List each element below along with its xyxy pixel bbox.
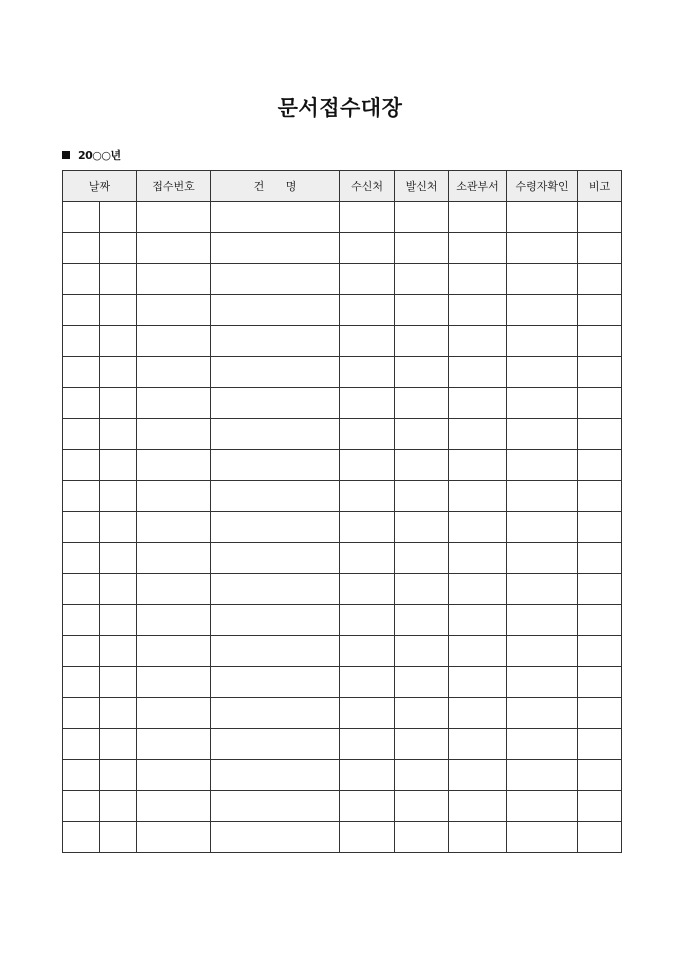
receipt-number-cell[interactable] <box>137 512 211 543</box>
receiver-confirm-cell[interactable] <box>507 729 578 760</box>
receiver-confirm-cell[interactable] <box>507 233 578 264</box>
month-cell[interactable] <box>63 481 100 512</box>
header-department: 소관부서 <box>449 171 507 202</box>
department-cell[interactable] <box>449 729 507 760</box>
receiver-confirm-cell[interactable] <box>507 512 578 543</box>
month-cell[interactable] <box>63 419 100 450</box>
remarks-cell[interactable] <box>578 512 622 543</box>
table-row <box>63 264 622 295</box>
sender-cell[interactable] <box>395 388 449 419</box>
receiver-confirm-cell[interactable] <box>507 264 578 295</box>
receiver-confirm-cell[interactable] <box>507 698 578 729</box>
department-cell[interactable] <box>449 450 507 481</box>
header-subject: 건 명 <box>211 171 340 202</box>
receipt-number-cell[interactable] <box>137 202 211 233</box>
remarks-cell[interactable] <box>578 605 622 636</box>
table-row <box>63 388 622 419</box>
table-row <box>63 450 622 481</box>
receipt-number-cell[interactable] <box>137 574 211 605</box>
remarks-cell[interactable] <box>578 760 622 791</box>
table-row <box>63 419 622 450</box>
recipient-cell[interactable] <box>340 481 395 512</box>
header-receiver-confirm: 수령자확인 <box>507 171 578 202</box>
remarks-cell[interactable] <box>578 450 622 481</box>
sender-cell[interactable] <box>395 202 449 233</box>
receipt-number-cell[interactable] <box>137 605 211 636</box>
table-row <box>63 512 622 543</box>
header-recipient: 수신처 <box>340 171 395 202</box>
day-cell[interactable] <box>100 822 137 853</box>
recipient-cell[interactable] <box>340 357 395 388</box>
remarks-cell[interactable] <box>578 388 622 419</box>
sender-cell[interactable] <box>395 481 449 512</box>
receipt-number-cell[interactable] <box>137 326 211 357</box>
department-cell[interactable] <box>449 512 507 543</box>
sender-cell[interactable] <box>395 822 449 853</box>
header-sender: 발신처 <box>395 171 449 202</box>
month-cell[interactable] <box>63 822 100 853</box>
year-line <box>62 147 121 163</box>
subject-cell[interactable] <box>211 636 340 667</box>
sender-cell[interactable] <box>395 233 449 264</box>
recipient-cell[interactable] <box>340 295 395 326</box>
day-cell[interactable] <box>100 543 137 574</box>
sender-cell[interactable] <box>395 357 449 388</box>
sender-cell[interactable] <box>395 326 449 357</box>
header-date: 날짜 <box>63 171 137 202</box>
recipient-cell[interactable] <box>340 543 395 574</box>
sender-cell[interactable] <box>395 605 449 636</box>
subject-cell[interactable] <box>211 791 340 822</box>
sender-cell[interactable] <box>395 295 449 326</box>
day-cell[interactable] <box>100 357 137 388</box>
recipient-cell[interactable] <box>340 574 395 605</box>
month-cell[interactable] <box>63 698 100 729</box>
day-cell[interactable] <box>100 605 137 636</box>
department-cell[interactable] <box>449 388 507 419</box>
recipient-cell[interactable] <box>340 667 395 698</box>
department-cell[interactable] <box>449 791 507 822</box>
page-title: 문서접수대장 <box>277 96 403 120</box>
month-cell[interactable] <box>63 233 100 264</box>
day-cell[interactable] <box>100 419 137 450</box>
recipient-cell[interactable] <box>340 326 395 357</box>
remarks-cell[interactable] <box>578 698 622 729</box>
day-cell[interactable] <box>100 326 137 357</box>
month-cell[interactable] <box>63 667 100 698</box>
sender-cell[interactable] <box>395 512 449 543</box>
subject-cell[interactable] <box>211 822 340 853</box>
remarks-cell[interactable] <box>578 326 622 357</box>
day-cell[interactable] <box>100 698 137 729</box>
subject-cell[interactable] <box>211 450 340 481</box>
day-cell[interactable] <box>100 202 137 233</box>
sender-cell[interactable] <box>395 667 449 698</box>
receipt-number-cell[interactable] <box>137 388 211 419</box>
table-row <box>63 667 622 698</box>
month-cell[interactable] <box>63 202 100 233</box>
receiver-confirm-cell[interactable] <box>507 667 578 698</box>
receiver-confirm-cell[interactable] <box>507 574 578 605</box>
remarks-cell[interactable] <box>578 481 622 512</box>
subject-cell[interactable] <box>211 698 340 729</box>
subject-cell[interactable] <box>211 388 340 419</box>
table-row <box>63 357 622 388</box>
table-row <box>63 636 622 667</box>
month-cell[interactable] <box>63 605 100 636</box>
department-cell[interactable] <box>449 419 507 450</box>
receiver-confirm-cell[interactable] <box>507 791 578 822</box>
sender-cell[interactable] <box>395 543 449 574</box>
subject-cell[interactable] <box>211 326 340 357</box>
remarks-cell[interactable] <box>578 822 622 853</box>
department-cell[interactable] <box>449 574 507 605</box>
subject-cell[interactable] <box>211 512 340 543</box>
subject-cell[interactable] <box>211 605 340 636</box>
day-cell[interactable] <box>100 791 137 822</box>
department-cell[interactable] <box>449 357 507 388</box>
recipient-cell[interactable] <box>340 450 395 481</box>
month-cell[interactable] <box>63 357 100 388</box>
remarks-cell[interactable] <box>578 419 622 450</box>
department-cell[interactable] <box>449 326 507 357</box>
table-row <box>63 698 622 729</box>
month-cell[interactable] <box>63 512 100 543</box>
subject-cell[interactable] <box>211 295 340 326</box>
department-cell[interactable] <box>449 543 507 574</box>
recipient-cell[interactable] <box>340 760 395 791</box>
receipt-number-cell[interactable] <box>137 233 211 264</box>
receipt-number-cell[interactable] <box>137 264 211 295</box>
month-cell[interactable] <box>63 388 100 419</box>
receiver-confirm-cell[interactable] <box>507 760 578 791</box>
month-cell[interactable] <box>63 543 100 574</box>
receipt-number-cell[interactable] <box>137 543 211 574</box>
remarks-cell[interactable] <box>578 636 622 667</box>
sender-cell[interactable] <box>395 760 449 791</box>
month-cell[interactable] <box>63 729 100 760</box>
month-cell[interactable] <box>63 574 100 605</box>
table-row <box>63 233 622 264</box>
recipient-cell[interactable] <box>340 233 395 264</box>
department-cell[interactable] <box>449 264 507 295</box>
subject-cell[interactable] <box>211 481 340 512</box>
day-cell[interactable] <box>100 264 137 295</box>
remarks-cell[interactable] <box>578 202 622 233</box>
header-receipt-number: 접수번호 <box>137 171 211 202</box>
receipt-number-cell[interactable] <box>137 419 211 450</box>
receiver-confirm-cell[interactable] <box>507 419 578 450</box>
table-row <box>63 326 622 357</box>
table-row <box>63 574 622 605</box>
sender-cell[interactable] <box>395 264 449 295</box>
remarks-cell[interactable] <box>578 667 622 698</box>
subject-cell[interactable] <box>211 729 340 760</box>
month-cell[interactable] <box>63 791 100 822</box>
month-cell[interactable] <box>63 760 100 791</box>
day-cell[interactable] <box>100 450 137 481</box>
remarks-cell[interactable] <box>578 574 622 605</box>
day-cell[interactable] <box>100 512 137 543</box>
sender-cell[interactable] <box>395 450 449 481</box>
department-cell[interactable] <box>449 698 507 729</box>
day-cell[interactable] <box>100 729 137 760</box>
receipt-number-cell[interactable] <box>137 295 211 326</box>
month-cell[interactable] <box>63 295 100 326</box>
receiver-confirm-cell[interactable] <box>507 543 578 574</box>
sender-cell[interactable] <box>395 791 449 822</box>
remarks-cell[interactable] <box>578 729 622 760</box>
month-cell[interactable] <box>63 326 100 357</box>
table-row <box>63 202 622 233</box>
recipient-cell[interactable] <box>340 512 395 543</box>
register-table <box>62 170 622 853</box>
subject-cell[interactable] <box>211 760 340 791</box>
sender-cell[interactable] <box>395 636 449 667</box>
day-cell[interactable] <box>100 667 137 698</box>
square-bullet-icon <box>62 151 70 159</box>
receiver-confirm-cell[interactable] <box>507 357 578 388</box>
subject-cell[interactable] <box>211 667 340 698</box>
department-cell[interactable] <box>449 636 507 667</box>
sender-cell[interactable] <box>395 574 449 605</box>
department-cell[interactable] <box>449 667 507 698</box>
day-cell[interactable] <box>100 481 137 512</box>
receiver-confirm-cell[interactable] <box>507 326 578 357</box>
department-cell[interactable] <box>449 481 507 512</box>
receiver-confirm-cell[interactable] <box>507 388 578 419</box>
receiver-confirm-cell[interactable] <box>507 822 578 853</box>
department-cell[interactable] <box>449 605 507 636</box>
subject-cell[interactable] <box>211 233 340 264</box>
table-row <box>63 760 622 791</box>
day-cell[interactable] <box>100 636 137 667</box>
sender-cell[interactable] <box>395 729 449 760</box>
month-cell[interactable] <box>63 264 100 295</box>
table-row <box>63 822 622 853</box>
receipt-number-cell[interactable] <box>137 667 211 698</box>
receipt-number-cell[interactable] <box>137 729 211 760</box>
day-cell[interactable] <box>100 233 137 264</box>
recipient-cell[interactable] <box>340 822 395 853</box>
recipient-cell[interactable] <box>340 698 395 729</box>
register-body <box>63 202 622 853</box>
subject-cell[interactable] <box>211 202 340 233</box>
subject-cell[interactable] <box>211 419 340 450</box>
month-cell[interactable] <box>63 450 100 481</box>
recipient-cell[interactable] <box>340 419 395 450</box>
receiver-confirm-cell[interactable] <box>507 450 578 481</box>
remarks-cell[interactable] <box>578 295 622 326</box>
day-cell[interactable] <box>100 760 137 791</box>
remarks-cell[interactable] <box>578 233 622 264</box>
day-cell[interactable] <box>100 574 137 605</box>
year-label: 20○○년 <box>78 149 121 162</box>
recipient-cell[interactable] <box>340 605 395 636</box>
receiver-confirm-cell[interactable] <box>507 636 578 667</box>
subject-cell[interactable] <box>211 543 340 574</box>
sender-cell[interactable] <box>395 698 449 729</box>
day-cell[interactable] <box>100 388 137 419</box>
remarks-cell[interactable] <box>578 791 622 822</box>
receipt-number-cell[interactable] <box>137 698 211 729</box>
table-row <box>63 605 622 636</box>
table-row <box>63 295 622 326</box>
receipt-number-cell[interactable] <box>137 450 211 481</box>
table-row <box>63 729 622 760</box>
receiver-confirm-cell[interactable] <box>507 295 578 326</box>
header-row <box>63 171 622 202</box>
subject-cell[interactable] <box>211 357 340 388</box>
remarks-cell[interactable] <box>578 357 622 388</box>
table-row <box>63 543 622 574</box>
subject-cell[interactable] <box>211 264 340 295</box>
subject-cell[interactable] <box>211 574 340 605</box>
recipient-cell[interactable] <box>340 791 395 822</box>
month-cell[interactable] <box>63 636 100 667</box>
recipient-cell[interactable] <box>340 202 395 233</box>
recipient-cell[interactable] <box>340 388 395 419</box>
sender-cell[interactable] <box>395 419 449 450</box>
department-cell[interactable] <box>449 760 507 791</box>
receipt-number-cell[interactable] <box>137 636 211 667</box>
table-row <box>63 481 622 512</box>
receiver-confirm-cell[interactable] <box>507 605 578 636</box>
department-cell[interactable] <box>449 202 507 233</box>
department-cell[interactable] <box>449 233 507 264</box>
recipient-cell[interactable] <box>340 729 395 760</box>
header-remarks: 비고 <box>578 171 622 202</box>
department-cell[interactable] <box>449 295 507 326</box>
table-row <box>63 791 622 822</box>
department-cell[interactable] <box>449 822 507 853</box>
remarks-cell[interactable] <box>578 264 622 295</box>
receipt-number-cell[interactable] <box>137 822 211 853</box>
recipient-cell[interactable] <box>340 636 395 667</box>
receiver-confirm-cell[interactable] <box>507 481 578 512</box>
recipient-cell[interactable] <box>340 264 395 295</box>
receipt-number-cell[interactable] <box>137 481 211 512</box>
remarks-cell[interactable] <box>578 543 622 574</box>
receiver-confirm-cell[interactable] <box>507 202 578 233</box>
receipt-number-cell[interactable] <box>137 357 211 388</box>
receipt-number-cell[interactable] <box>137 760 211 791</box>
receipt-number-cell[interactable] <box>137 791 211 822</box>
day-cell[interactable] <box>100 295 137 326</box>
